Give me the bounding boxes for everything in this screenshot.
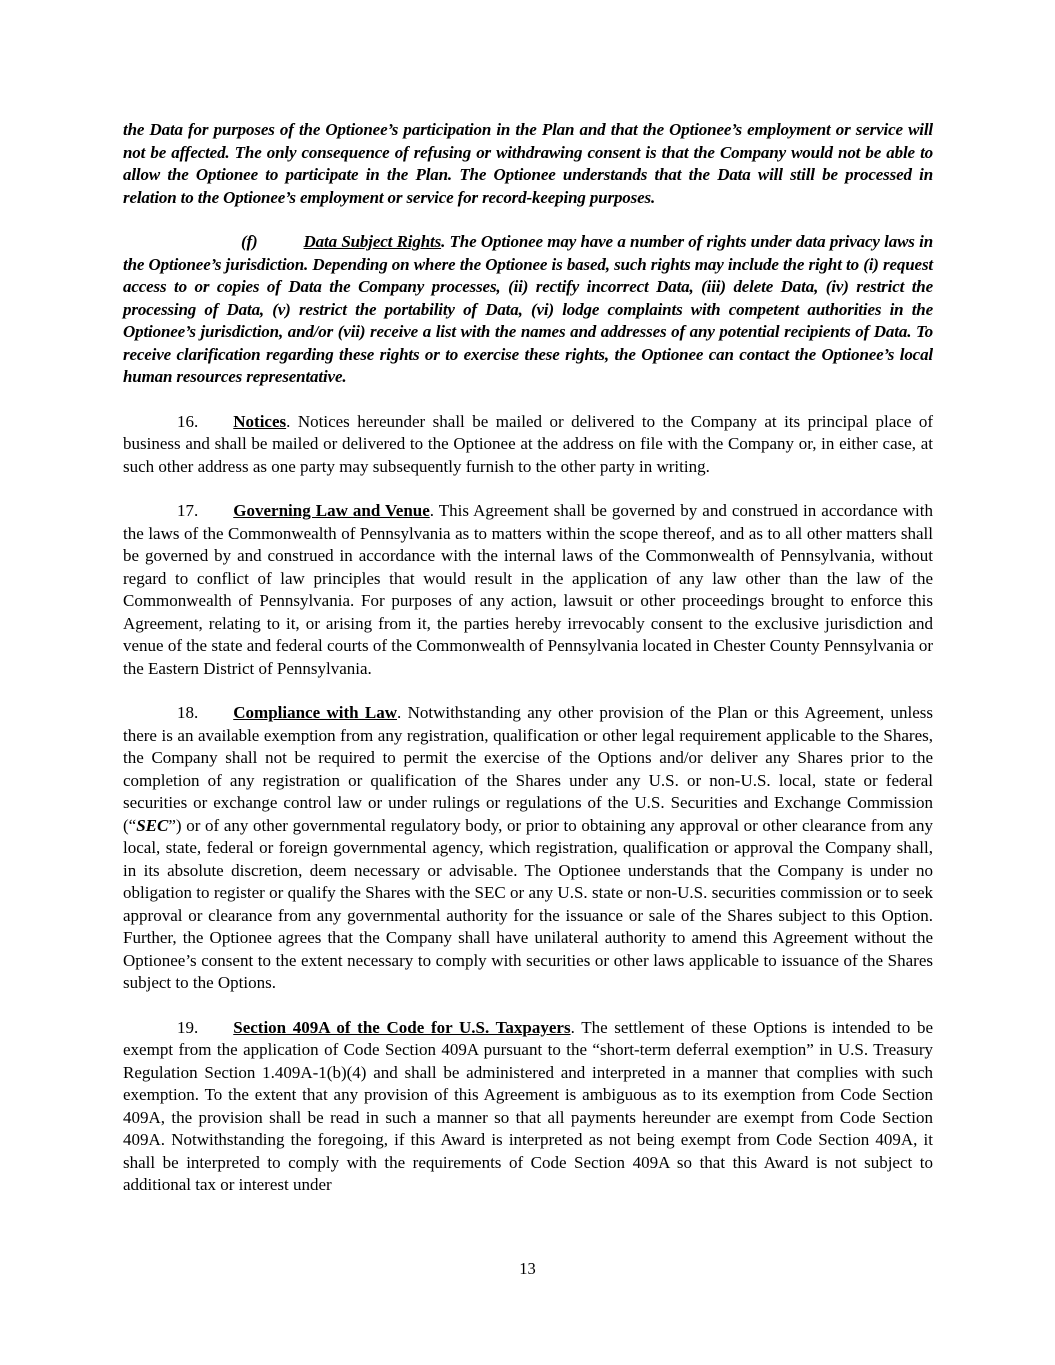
section-19-409a <box>123 1017 933 1197</box>
clause-f-label: (f) <box>241 232 258 251</box>
section-18-compliance-with-law <box>123 702 933 995</box>
section-16-heading: Notices <box>233 411 287 431</box>
section-17-governing-law <box>123 500 933 680</box>
sec-defined-term: SEC <box>136 815 169 835</box>
page-content <box>123 119 933 1219</box>
section-17-number: 17. <box>177 501 199 520</box>
section-16-notices <box>123 411 933 479</box>
clause-f-body: . The Optionee may have a number of rights under data privacy laws in the Optionee’s jurisdiction. Depending on where the Optionee is based, such rights may include the right to (i) request access to or copies of Data the Company processes, (ii) rectify incorrect Data, (iii) delete Data, (iv) restrict the processing of Data, (v) restrict the portability of Data, (vi) lodge complaints with competent authorities in the Optionee’s jurisdiction, and/or (vii) receive a list with the names and addresses of any potential recipients of Data. To receive clarification regarding these rights or to exercise these rights, the Optionee can contact the Optionee’s local human resources representative. <box>123 232 933 386</box>
clause-f-heading: Data Subject Rights <box>303 232 442 251</box>
paragraph-f-data-subject-rights <box>123 231 933 389</box>
section-16-body: . Notices hereunder shall be mailed or delivered to the Company at its principal place of business and shall be mailed or delivered to the Optionee at the address on file with the Company or, in either case, at such other address as one party may subsequently furnish to the other party in writing. <box>123 411 933 476</box>
paragraph-data-consent-continuation: the Data for purposes of the Optionee’s participation in the Plan and that the Optionee’s employment or service will not be affected. The only consequence of refusing or withdrawing consent is that the Company would not be able to allow the Optionee to participate in the Plan. The Optionee understands that the Data will still be processed in relation to the Optionee’s employment or service for record-keeping purposes. <box>123 120 933 207</box>
footer-page-number: 13 <box>519 1259 536 1278</box>
section-18-body-post: ”) or of any other governmental regulatory body, or prior to obtaining any approval or other clearance from any local, state, federal or foreign governmental agency, which registration, qualification or approval the Company shall, in its absolute discretion, deem necessary or advisable. The Optionee understands that the Company is under no obligation to register or qualify the Shares with the SEC or any U.S. state or non-U.S. securities commission or to seek approval or clearance from any governmental authority for the issuance or sale of the Shares subject to this Option. Further, the Optionee agrees that the Company shall have unilateral authority to amend this Agreement without the Optionee’s consent to the extent necessary to comply with securities or other laws applicable to issuance of the Shares subject to the Options. <box>123 815 933 992</box>
section-19-heading: Section 409A of the Code for U.S. Taxpayers <box>233 1017 571 1037</box>
section-16-number: 16. <box>177 411 199 431</box>
section-17-body: . This Agreement shall be governed by and construed in accordance with the laws of the Commonwealth of Pennsylvania as to matters within the scope thereof, and as to all other matters shall be governed by and construed in accordance with the internal laws of the Commonwealth of Pennsylvania, without regard to conflict of law principles that would result in the application of any law other than the law of the Commonwealth of Pennsylvania. For purposes of any action, lawsuit or other proceedings brought to enforce this Agreement, relating to it, or arising from it, the parties hereby irrevocably consent to the exclusive jurisdiction and venue of the state and federal courts of the Commonwealth of Pennsylvania located in Chester County Pennsylvania or the Eastern District of Pennsylvania. <box>123 501 933 678</box>
section-18-body-pre: . Notwithstanding any other provision of the Plan or this Agreement, unless there is an available exemption from any registration, qualification or other legal requirement applicable to the Shares, the Company shall not be required to permit the exercise of the Options and/or deliver any Shares prior to the completion of any registration or qualification of the Shares under any U.S. or non-U.S. local, state or federal securities or exchange control law or under rulings or regulations of the U.S. Securities and Exchange Commission (“ <box>123 703 933 835</box>
section-18-number: 18. <box>177 703 199 722</box>
section-19-body: . The settlement of these Options is intended to be exempt from the application of Code Section 409A pursuant to the “short-term deferral exemption” in U.S. Treasury Regulation Section 1.409A-1(b)(4) and shall be administered and interpreted in a manner that complies with such exemption. To the extent that any provision of this Agreement is ambiguous as to its exemption from Code Section 409A, the provision shall be read in such a manner so that all payments hereunder are exempt from Code Section 409A. Notwithstanding the foregoing, if this Award is interpreted as not being exempt from Code Section 409A, it shall be interpreted to comply with the requirements of Code Section 409A so that this Award is not subject to additional tax or interest under <box>123 1017 933 1194</box>
section-19-number: 19. <box>177 1017 199 1037</box>
section-18-heading: Compliance with Law <box>233 703 398 722</box>
section-17-heading: Governing Law and Venue <box>233 501 430 520</box>
